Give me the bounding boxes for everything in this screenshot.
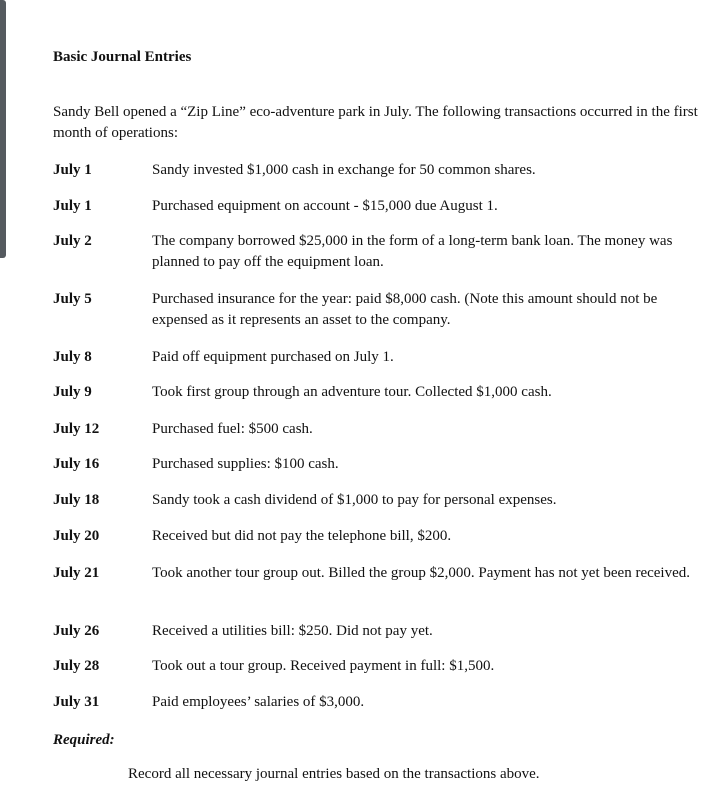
transaction-date: July 31: [53, 694, 100, 710]
transaction-description: Sandy invested $1,000 cash in exchange for 50 common shares.: [152, 162, 536, 178]
transaction-date: July 21: [53, 565, 100, 581]
page-scroll-edge: [0, 0, 6, 258]
transaction-description: Purchased supplies: $100 cash.: [152, 456, 339, 472]
transaction-description: Received but did not pay the telephone bill, $200.: [152, 528, 452, 544]
transaction-description: Purchased insurance for the year: paid $8,000 cash. (Note this amount should not be expensed as it represents an asset to the company.: [152, 291, 658, 328]
transaction-description: Took another tour group out. Billed the group $2,000. Payment has not yet been received.: [152, 565, 690, 581]
transaction-date: July 2: [53, 233, 92, 249]
transaction-date: July 12: [53, 421, 100, 437]
transaction-date: July 1: [53, 198, 92, 214]
transaction-date: July 9: [53, 384, 92, 400]
transaction-description: Purchased equipment on account - $15,000 due August 1.: [152, 198, 498, 214]
transaction-date: July 26: [53, 623, 100, 639]
transaction-description: Took first group through an adventure tour. Collected $1,000 cash.: [152, 384, 552, 400]
transaction-description: Paid employees’ salaries of $3,000.: [152, 694, 365, 710]
transaction-description: Paid off equipment purchased on July 1.: [152, 349, 394, 365]
transaction-date: July 20: [53, 528, 100, 544]
instruction-text: Record all necessary journal entries based on the transactions above.: [128, 766, 540, 782]
transaction-date: July 16: [53, 456, 100, 472]
required-label: Required:: [53, 732, 115, 748]
transaction-date: July 5: [53, 291, 92, 307]
transaction-description: Received a utilities bill: $250. Did not pay yet.: [152, 623, 433, 639]
transaction-date: July 1: [53, 162, 92, 178]
document-title: Basic Journal Entries: [53, 49, 192, 65]
transaction-date: July 8: [53, 349, 92, 365]
intro-paragraph: Sandy Bell opened a “Zip Line” eco-adventure park in July. The following transactions occurred in the first month of operations:: [53, 104, 698, 141]
transaction-description: The company borrowed $25,000 in the form of a long-term bank loan. The money was planned to pay off the equipment loan.: [152, 233, 673, 270]
transaction-date: July 18: [53, 492, 100, 508]
transaction-description: Sandy took a cash dividend of $1,000 to pay for personal expenses.: [152, 492, 557, 508]
transaction-description: Took out a tour group. Received payment in full: $1,500.: [152, 658, 495, 674]
transaction-date: July 28: [53, 658, 100, 674]
transaction-description: Purchased fuel: $500 cash.: [152, 421, 313, 437]
